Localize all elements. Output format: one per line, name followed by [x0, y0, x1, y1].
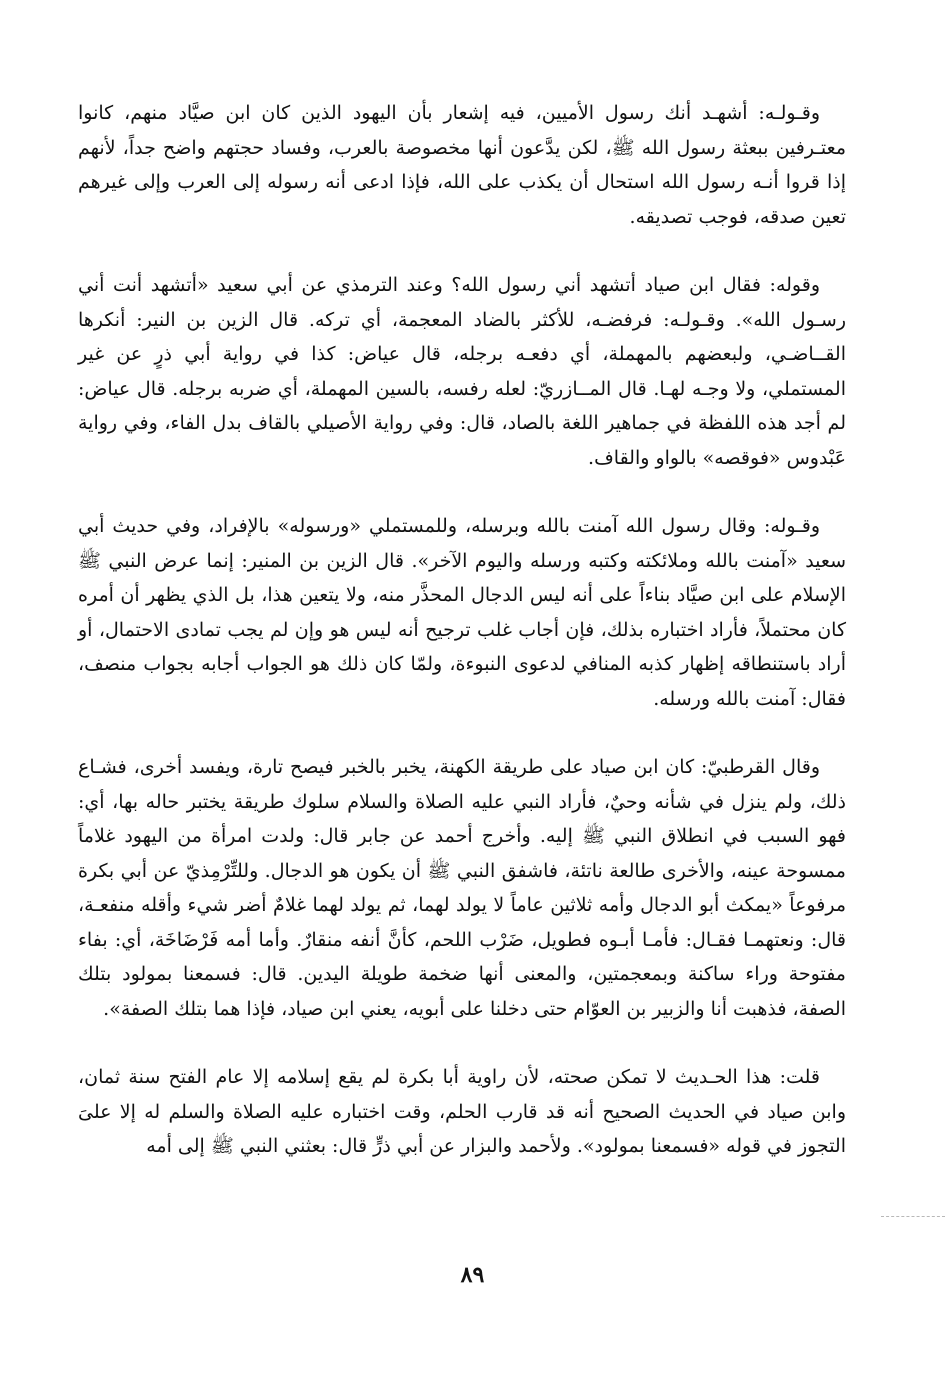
paragraph-3: وقـوله: وقال رسول الله آمنت بالله وبرسله، وللمستملي «ورسوله» بالإفراد، وفي حديث أبي سعيد «آمنت بالله وملائكته وكتبه ورسله واليوم الآخر». قال الزين بن المنير: إنما عرض النبي ﷺ الإسلام على ابن صيَّاد بناءاً على أنه ليس الدجال المحذَّر منه، ولا يتعين هذا، بل الذي يظهر أن أمره كان محتملاً، فأراد اختباره بذلك، فإن أجاب غلب ترجيح أنه ليس هو وإن لم يجب تمادى الاحتمال، أو أراد باستنطاقه إظهار كذبه المنافي لدعوى النبوءة، ولمّا كان ذلك هو الجواب أجابه بجواب منصف، فقال: آمنت بالله ورسله. [78, 515, 846, 710]
body-text [78, 96, 846, 1198]
paragraph-1: وقـولـه: أشهـد أنك رسول الأميين، فيه إشعار بأن اليهود الذين كان ابن صيَّاد منهم، كانوا معتـرفين ببعثة رسول الله ﷺ، لكن يدَّعون أنها مخصوصة بالعرب، وفساد حجتهم واضح جداً، لأنهم إذا قروا أنـه رسول الله استحال أن يكذب على الله، فإذا ادعى أنه رسوله إلى العرب وإلى غيرهم تعين صدقه، فوجب تصديقه. [78, 102, 846, 228]
paragraph-2: وقوله: فقال ابن صياد أتشهد أني رسول الله؟ وعند الترمذي عن أبي سعيد «أتشهد أنت أني رسـول الله». وقـولـه: فرفضـه، للأكثر بالضاد المعجمة، أي تركه. قال الزين بن النير: أنكرها القــاضـي، ولبعضهم بالمهملة، أي دفعـه برجله، قال عياض: كذا في رواية أبي ذرٍ عن غير المستملي، ولا وجـه لهـا. قال المــازريّ: لعله رفسه، بالسين المهملة، أي ضربه برجله. قال عياض: لم أجد هذه اللفظة في جماهير اللغة بالصاد، قال: وفي رواية الأصيلي بالقاف بدل الفاء، وفي رواية عَبْدوس «فوقصه» بالواو والقاف. [78, 274, 846, 469]
paragraph-5: قلت: هذا الحـديث لا تمكن صحته، لأن راوية أبا بكرة لم يقع إسلامه إلا عام الفتح سنة ثمان، وابن صياد في الحديث الصحيح أنه قد قارب الحلم، وقت اختباره عليه الصلاة والسلم له إلا علىَ التجوز في قوله «فسمعنا بمولود». ولأحمد والبزار عن أبي ذرٍّ قال: بعثني النبي ﷺ إلى أمه [78, 1066, 846, 1157]
paragraph-4: وقال القرطبيّ: كان ابن صياد على طريقة الكهنة، يخبر بالخبر فيصح تارة، ويفسد أخرى، فشـاع ذلك، ولم ينزل في شأنه وحيٌ، فأراد النبي عليه الصلاة والسلام سلوك طريقة يختبر حاله بها، أي: فهو السبب في انطلاق النبي ﷺ إليه. وأخرج أحمد عن جابر قال: ولدت امرأة من اليهود غلاماً ممسوحة عينه، والأخرى طالعة ناتئة، فاشفق النبي ﷺ أن يكون هو الدجال. وللتِّرْمِذيّ عن أبي بكرة مرفوعاً «يمكث أبو الدجال وأمه ثلاثين عاماً لا يولد لهما، ثم يولد لهما غلامٌ أضر شيء وأقله منفعـة، قال: ونعتهمـا فقـال: فأمـا أبـوه فطويل، ضَرْب اللحم، كأنَّ أنفه منقارٌ. وأما أمه فَرْضَاخَة، أي: بفاء مفتوحة وراء ساكنة وبمعجمتين، والمعنى أنها ضخمة طويلة اليدين. قال: فسمعنا بمولود بتلك الصفة، فذهبت أنا والزبير بن العوّام حتى دخلنا على أبويه، يعني ابن صياد، فإذا هما بتلك الصفة». [78, 756, 846, 1020]
margin-dash [881, 1216, 945, 1217]
page-number: ٨٩ [460, 1262, 485, 1288]
